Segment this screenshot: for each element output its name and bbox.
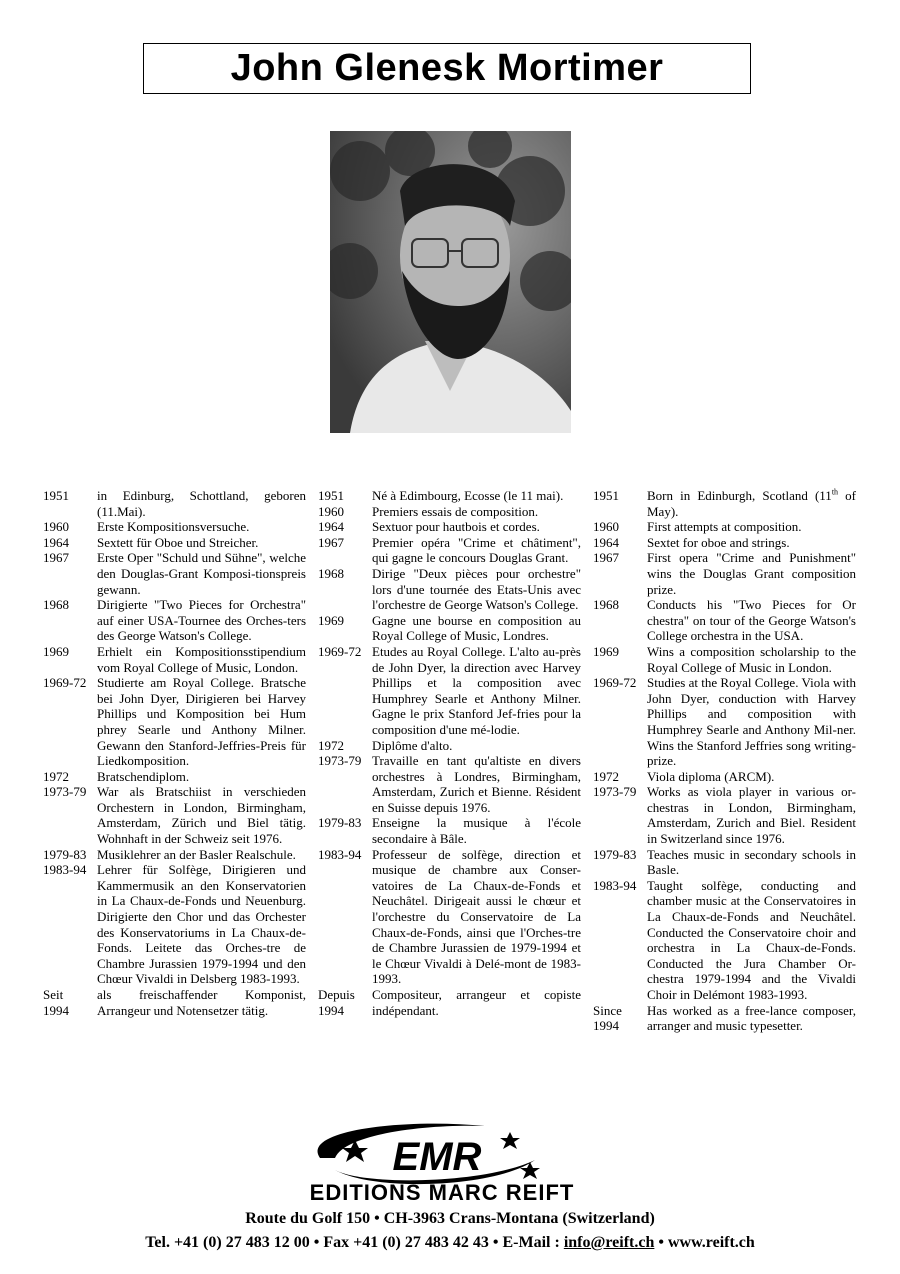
bio-entry [593,550,856,597]
bio-text: Diplôme d'alto. [372,737,453,753]
bio-year: 1972 [43,768,69,784]
email-link[interactable]: info@reift.ch [563,1234,655,1251]
bio-text: Studierte am Royal College. Bratsche bei John Dyer, Dirigieren bei Harvey Phillips und Komposition bei Hum phrey Searle und Anthony Milner. Gewann den Stanford-Jeffries-Preis für Liedkomposition. [97,675,306,769]
biography-column-french [318,488,581,1018]
bio-entry [318,488,581,504]
bio-entry [43,488,306,519]
bio-year: 1972 [318,737,344,753]
bio-entry [43,550,306,597]
logo-publisher-name: EDITIONS MARC REIFT [309,1180,575,1205]
bio-text: Sextuor pour hautbois et cordes. [372,519,540,535]
bio-text: Sextett für Oboe und Streicher. [97,534,259,550]
bio-year: 1968 [593,597,619,613]
bio-text: Erste Oper "Schuld und Sühne", welche den Douglas-Grant Komposi-tionspreis gewann. [97,550,306,597]
bio-year: 1951 [593,488,619,503]
bio-year: Since 1994 [593,1002,622,1034]
bio-year: 1951 [318,488,344,503]
footer-fax: Fax +41 (0) 27 483 42 43 [323,1234,489,1251]
separator: • [492,1234,499,1251]
bio-year: 1979-83 [43,846,87,862]
bio-text: als freischaffender Komponist, Arrangeur und Notensetzer tätig. [97,987,306,1018]
bio-text: Etudes au Royal College. L'alto au-près de John Dyer, la direction avec Harvey Phillips et la composition avec Humphrey Searle et Anthony Milner. Gagne le prix Stanford Jef-fries pour la composition d'une mé-lodie. [372,643,581,737]
website-link[interactable]: www.reift.ch [668,1234,755,1251]
bio-entry [43,769,306,785]
bio-entry [318,566,581,613]
bio-year: 1969 [318,612,344,628]
footer-contact [0,1234,900,1252]
bio-entry [43,535,306,551]
bio-text: Studies at the Royal College. Viola with John Dyer, conduction with Harvey Phillips and composition with Humphrey Searle and Anthony Mil-ner. Wins the Stanford Jeffries song writing-prize. [647,675,856,769]
bio-year: 1973-79 [318,753,362,769]
bio-text: Né à Edimbourg, Ecosse (le 11 mai). [372,488,564,503]
bio-entry [318,753,581,815]
bio-text: Enseigne la musique à l'école secondaire à Bâle. [372,815,581,847]
bio-year: 1951 [43,488,69,503]
bio-year: 1960 [318,503,344,519]
bio-text: War als Bratschiist in verschieden Orchestern in London, Birmingham, Amsterdam, Zürich und Biel tätig. Wohnhaft in der Schweiz seit 1976. [97,784,306,847]
bio-entry [43,519,306,535]
bio-text [647,488,856,519]
bio-entry [593,597,856,644]
bio-year: 1964 [318,519,344,535]
bio-entry [593,535,856,551]
bio-entry [593,784,856,846]
bio-text: Teaches music in secondary schools in Basle. [647,846,856,878]
bio-year: 1969 [593,643,619,659]
bio-text: First opera "Crime and Punishment" wins the Douglas Grant composition prize. [647,550,856,597]
bio-year: 1968 [43,597,69,613]
bio-year: 1979-83 [318,815,362,831]
bio-text: in Edinburg, Schottland, geboren (11.Mai). [97,488,306,519]
bio-text: Premier opéra "Crime et châtiment", qui gagne le concours Douglas Grant. [372,534,581,566]
title-box [143,43,751,94]
bio-entry [318,644,581,738]
bio-entry [593,769,856,785]
bio-entry [43,644,306,675]
bio-text: Dirige "Deux pièces pour orchestre" lors d'une tournée des Etats-Unis avec l'orchestre de George Watson's College. [372,565,581,613]
biography-column-german [43,488,306,1018]
footer-email-label: E-Mail : [502,1234,560,1251]
bio-entry [43,784,306,846]
bio-text: Taught solfège, conducting and chamber music at the Conservatoires in La Chaux-de-Fonds and Neuchâtel. Conducted the Conservatoire choir and orchestra in La Chaux-de-Fonds. Conducted the Jura Chamber Or-chestra 1979-1994 and the Vivaldi Choir in Delémont 1983-1993. [647,877,856,1002]
bio-year: 1968 [318,565,344,581]
bio-text: Wins a composition scholarship to the Royal College of Music in London. [647,643,856,675]
bio-year: 1972 [593,768,619,784]
bio-entry [593,1003,856,1034]
bio-year: Depuis 1994 [318,987,355,1018]
bio-entry [43,987,306,1018]
bio-year: 1964 [43,534,69,550]
bio-year: 1983-94 [318,846,362,862]
bio-entry [318,738,581,754]
bio-year: 1983-94 [593,877,637,893]
bio-text: Bratschendiplom. [97,768,190,784]
bio-entry [318,519,581,535]
bio-text: Travaille en tant qu'altiste en divers orchestres à Londres, Birmingham, Amsterdam, Zurich et Bienne. Résident en Suisse depuis 1976. [372,753,581,815]
footer-tel: Tel. +41 (0) 27 483 12 00 [145,1234,310,1251]
bio-entry [43,862,306,987]
bio-year: 1969-72 [318,643,362,659]
bio-entry [318,535,581,566]
bio-text: Erste Kompositionsversuche. [97,519,250,535]
bio-text: Gagne une bourse en composition au Royal College of Music, Londres. [372,612,581,644]
separator: • [658,1234,664,1251]
page-title: John Glenesk Mortimer [230,47,664,89]
bio-entry [593,519,856,535]
bio-entry [593,847,856,878]
bio-text: Viola diploma (ARCM). [647,768,775,784]
bio-entry [318,987,581,1018]
bio-year: 1964 [593,534,619,550]
bio-entry [43,675,306,769]
bio-text: Premiers essais de composition. [372,503,539,519]
ordinal-suffix: th [831,487,839,497]
bio-text-part: Born in Edinburgh, Scotland (11 [647,488,832,503]
bio-text: Compositeur, arrangeur et copiste indépendant. [372,987,581,1018]
bio-year: 1967 [593,550,619,566]
bio-entry [318,815,581,846]
bio-text-part: of May). [647,488,856,519]
portrait-image [330,131,571,433]
bio-text: Dirigierte "Two Pieces for Orchestra" auf einer USA-Tournee des Orches-ters des George Watson's College. [97,597,306,644]
bio-year: 1960 [43,519,69,535]
footer-address: Route du Golf 150 • CH-3963 Crans-Montana (Switzerland) [245,1210,655,1227]
bio-entry [43,847,306,863]
bio-year: 1960 [593,519,619,535]
bio-text: Erhielt ein Kompositionsstipendium vom Royal College of Music, London. [97,643,306,675]
bio-year: 1973-79 [43,784,87,800]
bio-year: 1969-72 [593,675,637,691]
bio-entry [318,613,581,644]
portrait-photo [330,131,571,433]
logo-mark-text: EMR [392,1135,482,1179]
bio-text: Lehrer für Solfège, Dirigieren und Kammermusik an den Konservatorien in La Chaux-de-Fonds und Neuenburg. Dirigierte den Chor und das Orchester des Konservatoriums in La Chaux-de-Fonds. Leitete das Orches-tre de Chambre Jurassien 1979-1994 und den Chœur Vivaldi in Delsberg 1983-1993. [97,862,306,987]
bio-year: 1973-79 [593,784,637,800]
bio-year: 1967 [43,550,69,566]
bio-year: 1979-83 [593,846,637,862]
bio-entry [593,644,856,675]
bio-year: 1967 [318,534,344,550]
emr-logo [255,1120,630,1205]
bio-text: First attempts at composition. [647,519,802,535]
bio-text: Musiklehrer an der Basler Realschule. [97,846,296,862]
bio-year: 1969 [43,643,69,659]
bio-text: Conducts his "Two Pieces for Or chestra" on tour of the George Watson's College orchestra in the USA. [647,597,856,644]
bio-entry [318,504,581,520]
bio-entry [593,878,856,1003]
bio-year: 1969-72 [43,675,87,691]
bio-entry [43,597,306,644]
bio-entry [593,488,856,519]
bio-entry [593,675,856,769]
bio-entry [318,847,581,987]
bio-text: Professeur de solfège, direction et musique de chambre aux Conser-vatoires de La Chaux-de-Fonds et Neuchâtel. Dirigeait aussi le chœur et l'orchestre du Conservatoire de La Chaux-de-Fonds, ainsi que l'Orches-tre de Chambre Jurassien de 1979-1994 et le Chœur Vivaldi à Delé-mont de 1983-1993. [372,846,581,987]
bio-text: Has worked as a free-lance composer, arranger and music typesetter. [647,1002,856,1034]
bio-year: Seit 1994 [43,987,69,1018]
bio-text: Sextet for oboe and strings. [647,534,790,550]
biography-column-english [593,488,856,1034]
separator: • [313,1234,320,1251]
bio-year: 1983-94 [43,862,87,878]
bio-text: Works as viola player in various or-chestras in London, Birmingham, Amsterdam, Zurich and Biel. Resident in Switzerland since 1976. [647,784,856,847]
